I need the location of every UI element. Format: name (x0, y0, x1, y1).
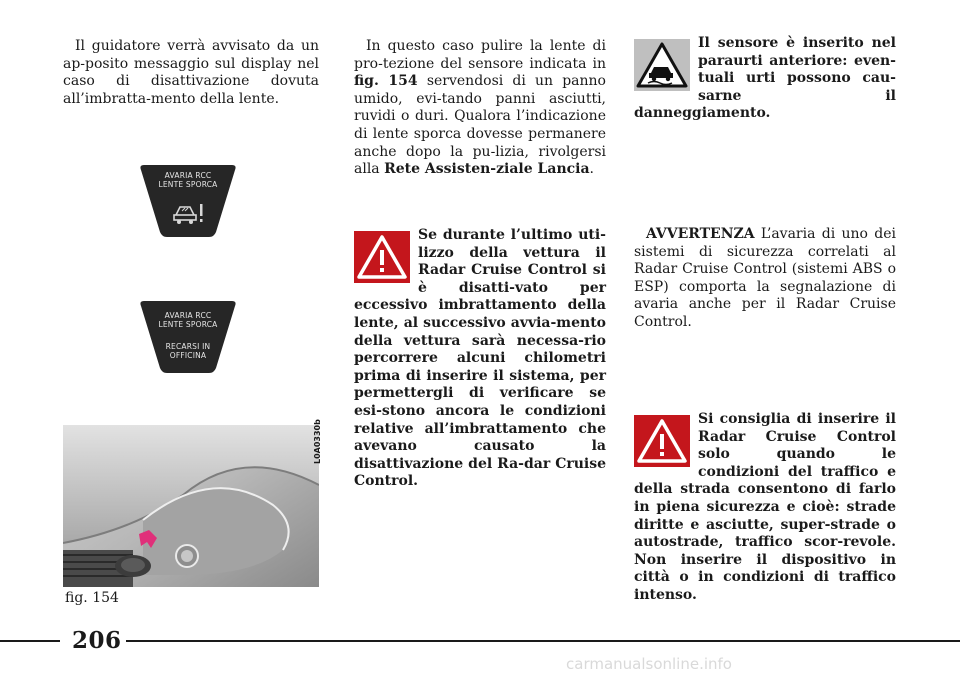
watermark: carmanualsonline.info (566, 655, 732, 673)
figure-caption: fig. 154 (65, 590, 119, 606)
car-bumper-illustration (63, 425, 319, 587)
display-line-2: LENTE SPORCA (158, 180, 218, 189)
display-line-4: OFFICINA (169, 351, 207, 360)
footer-rule-right (126, 640, 960, 642)
figure-154-photo (63, 425, 319, 587)
display-message-go-to-workshop (138, 300, 238, 374)
figure-reference: fig. 154 (354, 73, 418, 90)
pointer-arrow-icon (137, 528, 159, 550)
display-message-lens-dirty (138, 164, 238, 238)
display-line-2: LENTE SPORCA (158, 320, 218, 329)
lens-dirty-icon (172, 201, 206, 225)
warning-usage-text: Si consiglia di inserire il Radar Cruise Control solo quando le condizioni del traffico e della strada consentono di farlo in piena sicurezza e cioè: strade diritte e asciutte, super-strade o autostrade, traffico scor-revole. Non inserire il dispositivo in città o in condizioni di traffico intenso. (634, 411, 896, 603)
warning-sensor-text: Il sensore è inserito nel paraurti anteriore: even-tuali urti possono cau-sarne il danneggiamento. (634, 35, 896, 122)
warning-deactivation (354, 227, 606, 491)
intro-paragraph (63, 38, 319, 108)
note-label: AVVERTENZA (646, 226, 755, 242)
page-number: 206 (72, 627, 122, 654)
warning-triangle-icon (354, 231, 410, 283)
slippery-road-warning-icon (634, 39, 690, 91)
note-paragraph (634, 226, 896, 332)
display-line-3: RECARSI IN (165, 342, 211, 351)
cleaning-text-a: In questo caso pulire la lente di pro-tezione del sensore indicata in (354, 38, 606, 72)
display-line-1: AVARIA RCC (164, 171, 212, 180)
figure-code (313, 418, 327, 464)
cleaning-paragraph (354, 38, 606, 179)
service-network: Rete Assisten-ziale Lancia (384, 161, 590, 178)
warning-triangle-icon (634, 415, 690, 467)
figure-code-text: L0A0330b (313, 419, 322, 464)
warning-deactivation-text: Se durante l’ultimo uti-lizzo della vettura il Radar Cruise Control si è disatti-vato per eccessivo imbrattamento della lente, al successivo avvia-mento della vettura sarà necessa-rio percorrere alcuni chilometri prima di inserire il sistema, per permettergli di verificare se esi-stono ancora le condizioni relative all’imbrattamento che avevano causato la disattivazione del Ra-dar Cruise Control. (354, 227, 606, 490)
cleaning-text-end: . (589, 161, 594, 178)
intro-text: Il guidatore verrà avvisato da un ap-posito messaggio sul display nel caso di disattivazione dovuta all’imbratta-mento della lente. (63, 38, 319, 107)
warning-usage-advice (634, 411, 896, 605)
display-line-1: AVARIA RCC (164, 311, 212, 320)
cleaning-text-b: servendosi di un panno umido, evi-tando panni asciutti, ruvidi o duri. Qualora l’indicazione di lente sporca dovesse permanere anche dopo la pu-lizia, rivolgersi alla (354, 73, 606, 178)
note-text: L’avaria di uno dei sistemi di sicurezza correlati al Radar Cruise Control (sistemi ABS o ESP) comporta la segnalazione di avaria anche per il Radar Cruise Control. (634, 226, 896, 330)
warning-sensor-bumper (634, 35, 896, 123)
footer-rule-left (0, 640, 60, 642)
